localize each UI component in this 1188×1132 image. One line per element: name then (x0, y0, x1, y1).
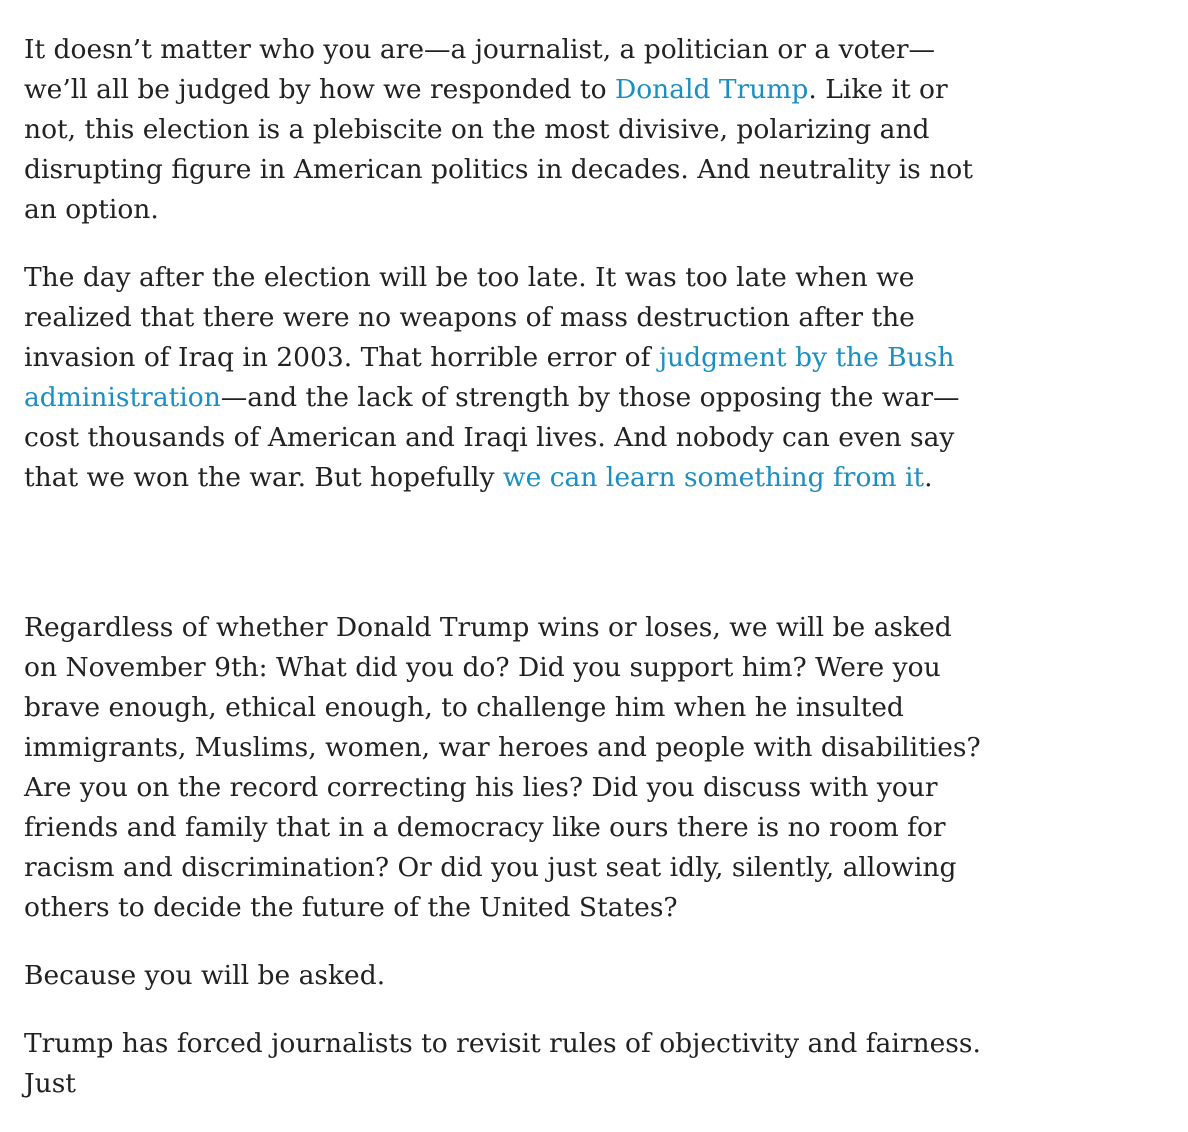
paragraph-3: Regardless of whether Donald Trump wins or loses, we will be asked on November 9th: What did you do? Did you support him? Were you brave enough, ethical enough, to challenge him when he insulted immigrants, Muslims, women, war heroes and people with disabilities? Are you on the record correcting his lies? Did you discuss with your friends and family that in a democracy like ours there is no room for racism and discrimination? Or did you just seat idly, silently, allowing others to decide the future of the United States? (24, 612, 981, 923)
paragraph-1-text-start: It doesn’t matter who you are—a journalist, a politician or a voter—we’ll all be judged by how we responded to (24, 34, 936, 105)
paragraph-2-text-start: The day after the election will be too late. It was too late when we realized that there were no weapons of mass destruction after the invasion of Iraq in 2003. That horrible error of (24, 262, 915, 373)
paragraph-4: Because you will be asked. (24, 960, 386, 991)
donald-trump-link[interactable]: Donald Trump (614, 74, 809, 105)
bush-administration-link[interactable]: judgment by the Bush administration (24, 342, 955, 413)
paragraph-2-text-middle: —and the lack of strength by those opposing the war—cost thousands of American and Iraqi lives. And nobody can even say that we won the war. But hopefully (24, 382, 960, 493)
article-body (24, 30, 986, 1132)
learn-something-link[interactable]: we can learn something from it (502, 462, 925, 493)
paragraph-5-partial: Trump has forced journalists to revisit rules of objectivity and fairness. Just (24, 1028, 981, 1099)
paragraph-2 (24, 258, 986, 498)
paragraph-1-text-end: . Like it or not, this election is a plebiscite on the most divisive, polarizing and disrupting figure in American politics in decades. And neutrality is not an option. (24, 74, 973, 225)
paragraph-1 (24, 30, 986, 230)
paragraph-2-text-end: . (924, 462, 933, 493)
